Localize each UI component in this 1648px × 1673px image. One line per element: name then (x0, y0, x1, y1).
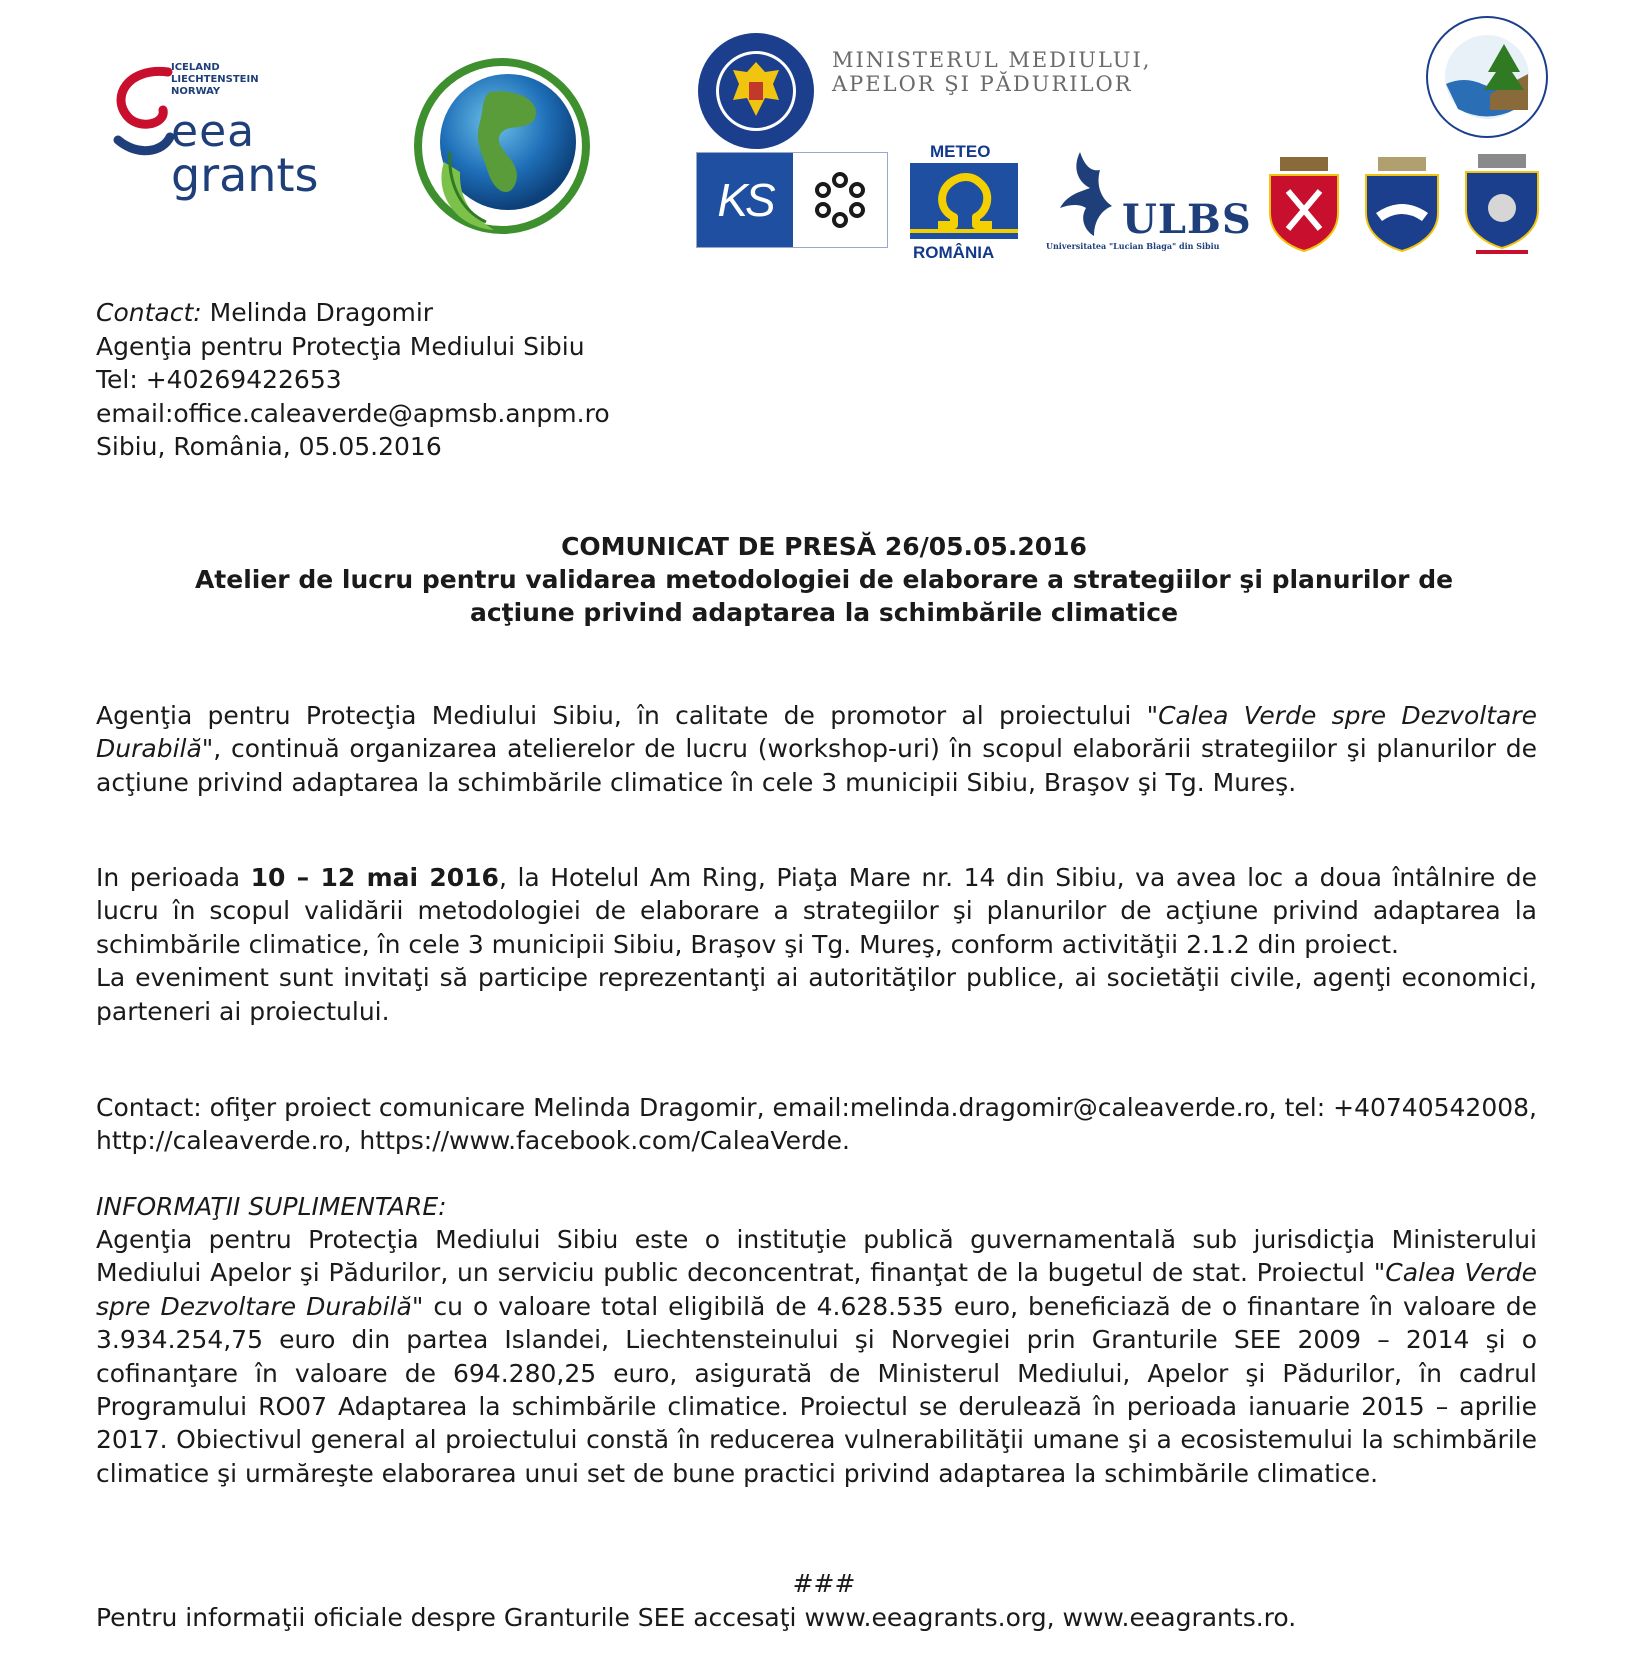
contact-block (96, 296, 610, 464)
contact-label: Contact: (96, 298, 202, 327)
paragraph-info-part-2: cu o valoare total eligibilă de 4.628.535 euro, beneficiază de o finantare în valoare de 3.934.254,75 euro din partea Islandei, Liechtensteinului şi Norvegiei prin Granturile SEE 2009 – 2014 şi o cofinanţare în valoare de 694.280,25 euro, asigurată de Ministerul Mediului, Apelor şi Pădurilor, în cadrul Programului RO07 Adaptarea la schimbările climatice. Proiectul se derulează în perioada ianuarie 2015 – aprilie 2017. Obiectivul general al proiectului constă în reducerea vulnerabilităţii umane şi a ecosistemului la schimbările climatice şi urmăreşte elaborarea unui set de bune practici privind adaptarea la schimbările climatice. (96, 1291, 1537, 1488)
info-project-name: "Calea Verde spre Dezvoltare Durabilă" (96, 1258, 1537, 1321)
apm-sibiu-logo (1424, 14, 1550, 140)
paragraph-info (96, 1223, 1537, 1490)
project-name: Calea Verde spre Dezvoltare Durabilă (96, 701, 1537, 764)
ks-label: KS (697, 153, 793, 247)
apm-tree-icon (1424, 14, 1550, 140)
brasov-crest-icon (1362, 155, 1442, 255)
tg-mures-crest-icon (1462, 152, 1542, 256)
ulbs-emblem (1050, 148, 1120, 240)
press-release-heading (96, 530, 1552, 629)
eea-country-2: LIECHTENSTEIN (171, 74, 259, 85)
sibiu-crest-icon (1266, 155, 1342, 255)
coat-of-arms-brasov (1362, 155, 1442, 255)
meteo-omega-icon (910, 163, 1018, 239)
paragraph-event-part-1: In perioada (96, 863, 251, 892)
paragraph-contact: Contact: ofiţer proiect comunicare Melinda Dragomir, email:melinda.dragomir@caleaverde.ro, tel: +40740542008, http://caleaverde.ro, https://www.facebook.com/CaleaVerde. (96, 1093, 1537, 1156)
paragraph-info-part-1: Agenţia pentru Protecţia Mediului Sibiu este o instituţie publică guvernamentală sub jurisdicţia Ministerului Mediului Apelor şi Pădurilor, un serviciu public deconcentrat, finanţat de la bugetul de stat. Proiectul (96, 1225, 1537, 1288)
contact-line (96, 296, 610, 330)
contact-agency: Agenţia pentru Protecţia Mediului Sibiu (96, 331, 585, 361)
info-heading: INFORMAŢII SUPLIMENTARE: (96, 1192, 447, 1221)
meteo-top-text: METEO (930, 142, 991, 161)
eea-word: eea (171, 106, 256, 157)
meteo-logo (910, 163, 1018, 239)
heading-line-2: Atelier de lucru pentru validarea metodologiei de elaborare a strategiilor şi planurilor de (194, 565, 1454, 594)
globe-icon (404, 42, 600, 242)
footer-note: Pentru informaţii oficiale despre Granturile SEE accesaţi www.eeagrants.org, www.eeagrants.ro. (96, 1603, 1297, 1632)
eea-country-1: ICELAND (171, 62, 220, 73)
eea-swirl-icon (108, 62, 178, 172)
ulbs-word: ULBS (1122, 196, 1252, 243)
separator: ### (792, 1569, 856, 1598)
meteo-bottom-text: ROMÂNIA (913, 243, 995, 262)
eea-country-3: NORWAY (171, 86, 221, 97)
eea-countries (171, 62, 259, 98)
calea-verde-logo (404, 42, 600, 242)
contact-place-date: Sibiu, România, 05.05.2016 (96, 432, 442, 461)
paragraph-event-part-3: La eveniment sunt invitaţi să participe reprezentanţi ai autorităţilor publice, ai societăţii civile, agenţi economici, parteneri ai proiectului. (96, 963, 1537, 1026)
guvernul-logo (695, 30, 817, 152)
grants-word: grants (171, 148, 319, 202)
ministry-line-2: APELOR ŞI PĂDURILOR (832, 72, 1133, 96)
paragraph-event (96, 861, 1537, 1028)
contact-tel: Tel: +40269422653 (96, 365, 342, 394)
coat-of-arms-sibiu (1266, 155, 1342, 255)
paragraph-intro-part-2: ", continuă organizarea atelierelor de lucru (workshop-uri) în scopul elaborării strategiilor şi planurilor de acţiune privind adaptarea la schimbările climatice în cele 3 municipii Sibiu, Braşov şi Tg. Mureş. (96, 734, 1537, 797)
heading-line-1: COMUNICAT DE PRESĂ 26/05.05.2016 (561, 532, 1087, 561)
ministry-logo-text (832, 48, 1151, 96)
event-dates: 10 – 12 mai 2016 (250, 863, 499, 892)
ulbs-bird-icon (1050, 148, 1120, 240)
government-seal-icon (695, 30, 817, 152)
ks-chain-icon (810, 170, 870, 230)
ulbs-subtitle: Universitatea "Lucian Blaga" din Sibiu (1046, 241, 1220, 251)
paragraph-event-part-2: , la Hotelul Am Ring, Piaţa Mare nr. 14 din Sibiu, va avea loc a doua întâlnire de lucru în scopul validării metodologiei de elaborare a strategiilor şi planurilor de acţiune privind adaptarea la schimbările climatice, în cele 3 municipii Sibiu, Braşov şi Tg. Mureş, conform activităţii 2.1.2 din proiect. (96, 863, 1538, 959)
heading-line-3: acţiune privind adaptarea la schimbările climatice (469, 598, 1179, 627)
contact-email: email:office.caleaverde@apmsb.anpm.ro (96, 398, 610, 428)
ks-logo (696, 152, 888, 248)
paragraph-intro (96, 699, 1537, 799)
paragraph-intro-part-1: Agenţia pentru Protecţia Mediului Sibiu, în calitate de promotor al proiectului " (96, 701, 1159, 730)
ministry-line-1: MINISTERUL MEDIULUI, (832, 48, 1152, 72)
contact-name: Melinda Dragomir (201, 298, 434, 327)
coat-of-arms-tg-mures (1462, 152, 1542, 256)
